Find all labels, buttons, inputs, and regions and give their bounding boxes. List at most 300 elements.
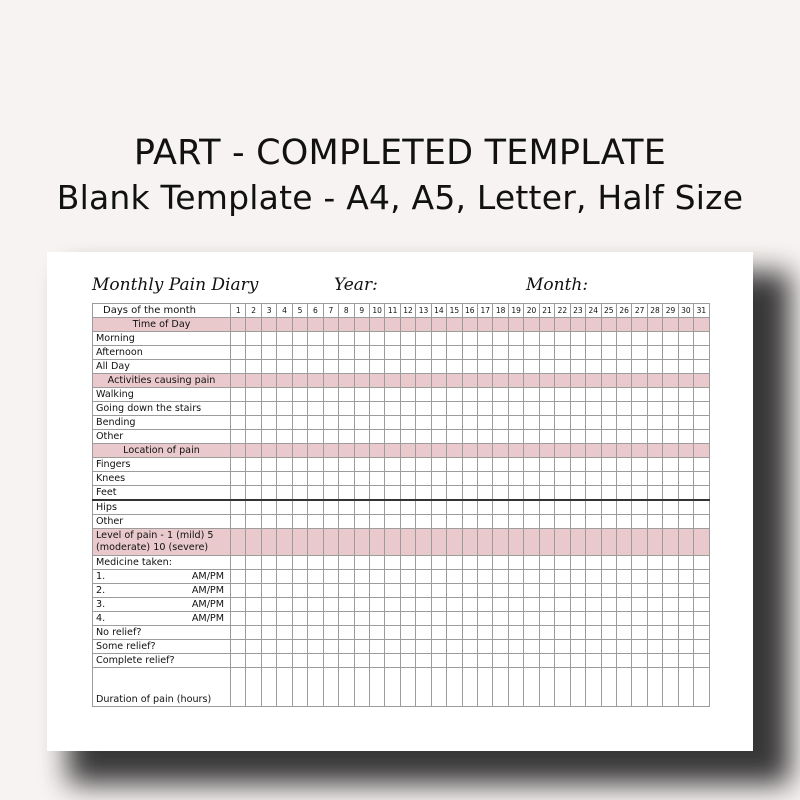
day-cell[interactable]	[246, 430, 261, 444]
day-cell[interactable]	[261, 556, 276, 570]
day-cell[interactable]	[246, 346, 261, 360]
day-cell[interactable]	[539, 640, 554, 654]
day-cell[interactable]	[586, 640, 601, 654]
day-cell[interactable]	[354, 458, 369, 472]
day-cell[interactable]	[601, 388, 616, 402]
day-cell[interactable]	[678, 570, 693, 584]
day-cell[interactable]	[400, 515, 415, 529]
day-cell[interactable]	[261, 486, 276, 501]
day-cell[interactable]	[354, 612, 369, 626]
day-cell[interactable]	[323, 458, 338, 472]
day-cell[interactable]	[323, 346, 338, 360]
day-cell[interactable]	[246, 556, 261, 570]
day-cell[interactable]	[678, 584, 693, 598]
day-cell[interactable]	[601, 486, 616, 501]
day-cell[interactable]	[354, 668, 369, 707]
day-cell[interactable]	[586, 402, 601, 416]
day-cell[interactable]	[354, 402, 369, 416]
day-cell[interactable]	[616, 430, 631, 444]
day-cell[interactable]	[431, 626, 446, 640]
day-cell[interactable]	[493, 444, 508, 458]
day-cell[interactable]	[524, 430, 539, 444]
day-cell[interactable]	[354, 640, 369, 654]
day-cell[interactable]	[447, 668, 462, 707]
day-cell[interactable]	[308, 654, 323, 668]
day-cell[interactable]	[586, 346, 601, 360]
day-cell[interactable]	[308, 598, 323, 612]
day-cell[interactable]	[323, 612, 338, 626]
day-cell[interactable]	[478, 402, 493, 416]
day-cell[interactable]	[694, 346, 709, 360]
day-cell[interactable]	[431, 640, 446, 654]
day-cell[interactable]	[616, 570, 631, 584]
day-cell[interactable]	[431, 416, 446, 430]
day-cell[interactable]	[431, 374, 446, 388]
day-cell[interactable]	[647, 654, 662, 668]
day-cell[interactable]	[601, 598, 616, 612]
day-cell[interactable]	[478, 458, 493, 472]
day-cell[interactable]	[369, 346, 384, 360]
day-cell[interactable]	[478, 556, 493, 570]
day-cell[interactable]	[647, 388, 662, 402]
day-cell[interactable]	[462, 556, 477, 570]
day-cell[interactable]	[369, 360, 384, 374]
day-cell[interactable]	[277, 556, 292, 570]
day-cell[interactable]	[663, 388, 678, 402]
day-cell[interactable]	[478, 529, 493, 556]
day-cell[interactable]	[586, 500, 601, 515]
day-cell[interactable]	[308, 515, 323, 529]
day-cell[interactable]	[400, 388, 415, 402]
day-cell[interactable]	[493, 654, 508, 668]
day-cell[interactable]	[586, 430, 601, 444]
day-cell[interactable]	[308, 346, 323, 360]
day-cell[interactable]	[231, 486, 246, 501]
day-cell[interactable]	[261, 416, 276, 430]
day-cell[interactable]	[478, 360, 493, 374]
day-cell[interactable]	[246, 515, 261, 529]
day-cell[interactable]	[447, 570, 462, 584]
day-cell[interactable]	[678, 318, 693, 332]
day-cell[interactable]	[369, 402, 384, 416]
day-cell[interactable]	[539, 332, 554, 346]
day-cell[interactable]	[524, 626, 539, 640]
day-cell[interactable]	[261, 360, 276, 374]
day-cell[interactable]	[647, 529, 662, 556]
day-cell[interactable]	[647, 598, 662, 612]
day-cell[interactable]	[462, 430, 477, 444]
day-cell[interactable]	[261, 318, 276, 332]
day-cell[interactable]	[524, 472, 539, 486]
day-cell[interactable]	[431, 444, 446, 458]
day-cell[interactable]	[678, 360, 693, 374]
day-cell[interactable]	[447, 584, 462, 598]
day-cell[interactable]	[231, 626, 246, 640]
day-cell[interactable]	[385, 318, 400, 332]
day-cell[interactable]	[261, 515, 276, 529]
day-cell[interactable]	[369, 598, 384, 612]
day-cell[interactable]	[261, 500, 276, 515]
day-cell[interactable]	[231, 444, 246, 458]
day-cell[interactable]	[493, 472, 508, 486]
day-cell[interactable]	[570, 346, 585, 360]
day-cell[interactable]	[447, 444, 462, 458]
day-cell[interactable]	[508, 416, 523, 430]
day-cell[interactable]	[431, 515, 446, 529]
day-cell[interactable]	[447, 374, 462, 388]
day-cell[interactable]	[493, 626, 508, 640]
day-cell[interactable]	[354, 584, 369, 598]
day-cell[interactable]	[416, 584, 431, 598]
day-cell[interactable]	[308, 402, 323, 416]
day-cell[interactable]	[524, 388, 539, 402]
day-cell[interactable]	[323, 668, 338, 707]
day-cell[interactable]	[246, 486, 261, 501]
day-cell[interactable]	[601, 360, 616, 374]
day-cell[interactable]	[524, 500, 539, 515]
day-cell[interactable]	[431, 318, 446, 332]
day-cell[interactable]	[462, 416, 477, 430]
day-cell[interactable]	[663, 444, 678, 458]
day-cell[interactable]	[555, 626, 570, 640]
day-cell[interactable]	[277, 444, 292, 458]
day-cell[interactable]	[539, 515, 554, 529]
day-cell[interactable]	[447, 388, 462, 402]
day-cell[interactable]	[601, 444, 616, 458]
day-cell[interactable]	[493, 515, 508, 529]
day-cell[interactable]	[539, 556, 554, 570]
day-cell[interactable]	[277, 529, 292, 556]
day-cell[interactable]	[431, 430, 446, 444]
day-cell[interactable]	[678, 556, 693, 570]
day-cell[interactable]	[555, 430, 570, 444]
day-cell[interactable]	[601, 640, 616, 654]
day-cell[interactable]	[694, 598, 709, 612]
day-cell[interactable]	[339, 318, 354, 332]
day-cell[interactable]	[323, 472, 338, 486]
day-cell[interactable]	[493, 556, 508, 570]
day-cell[interactable]	[632, 598, 647, 612]
day-cell[interactable]	[323, 416, 338, 430]
day-cell[interactable]	[462, 360, 477, 374]
day-cell[interactable]	[416, 570, 431, 584]
day-cell[interactable]	[308, 500, 323, 515]
day-cell[interactable]	[678, 332, 693, 346]
day-cell[interactable]	[323, 486, 338, 501]
day-cell[interactable]	[369, 430, 384, 444]
day-cell[interactable]	[400, 626, 415, 640]
day-cell[interactable]	[246, 416, 261, 430]
day-cell[interactable]	[369, 668, 384, 707]
day-cell[interactable]	[400, 458, 415, 472]
day-cell[interactable]	[416, 598, 431, 612]
day-cell[interactable]	[431, 388, 446, 402]
day-cell[interactable]	[539, 416, 554, 430]
day-cell[interactable]	[292, 318, 307, 332]
day-cell[interactable]	[555, 472, 570, 486]
day-cell[interactable]	[524, 584, 539, 598]
day-cell[interactable]	[323, 430, 338, 444]
day-cell[interactable]	[632, 515, 647, 529]
day-cell[interactable]	[586, 626, 601, 640]
day-cell[interactable]	[308, 529, 323, 556]
day-cell[interactable]	[663, 515, 678, 529]
day-cell[interactable]	[632, 416, 647, 430]
day-cell[interactable]	[570, 388, 585, 402]
day-cell[interactable]	[462, 318, 477, 332]
day-cell[interactable]	[524, 416, 539, 430]
day-cell[interactable]	[385, 500, 400, 515]
day-cell[interactable]	[339, 388, 354, 402]
day-cell[interactable]	[647, 360, 662, 374]
day-cell[interactable]	[246, 388, 261, 402]
day-cell[interactable]	[632, 654, 647, 668]
day-cell[interactable]	[663, 570, 678, 584]
day-cell[interactable]	[601, 346, 616, 360]
day-cell[interactable]	[308, 388, 323, 402]
day-cell[interactable]	[323, 584, 338, 598]
day-cell[interactable]	[570, 318, 585, 332]
day-cell[interactable]	[663, 402, 678, 416]
day-cell[interactable]	[308, 444, 323, 458]
day-cell[interactable]	[277, 416, 292, 430]
day-cell[interactable]	[508, 374, 523, 388]
day-cell[interactable]	[231, 668, 246, 707]
day-cell[interactable]	[339, 626, 354, 640]
day-cell[interactable]	[462, 654, 477, 668]
day-cell[interactable]	[323, 360, 338, 374]
day-cell[interactable]	[431, 360, 446, 374]
day-cell[interactable]	[555, 584, 570, 598]
day-cell[interactable]	[601, 570, 616, 584]
day-cell[interactable]	[694, 500, 709, 515]
day-cell[interactable]	[400, 556, 415, 570]
day-cell[interactable]	[570, 584, 585, 598]
day-cell[interactable]	[308, 458, 323, 472]
day-cell[interactable]	[369, 472, 384, 486]
day-cell[interactable]	[308, 570, 323, 584]
day-cell[interactable]	[508, 360, 523, 374]
day-cell[interactable]	[555, 444, 570, 458]
day-cell[interactable]	[369, 486, 384, 501]
day-cell[interactable]	[570, 626, 585, 640]
day-cell[interactable]	[539, 584, 554, 598]
day-cell[interactable]	[400, 612, 415, 626]
day-cell[interactable]	[277, 584, 292, 598]
day-cell[interactable]	[555, 332, 570, 346]
day-cell[interactable]	[647, 570, 662, 584]
day-cell[interactable]	[431, 402, 446, 416]
day-cell[interactable]	[493, 374, 508, 388]
day-cell[interactable]	[663, 458, 678, 472]
day-cell[interactable]	[632, 318, 647, 332]
day-cell[interactable]	[261, 598, 276, 612]
day-cell[interactable]	[663, 374, 678, 388]
day-cell[interactable]	[416, 416, 431, 430]
day-cell[interactable]	[462, 668, 477, 707]
day-cell[interactable]	[261, 570, 276, 584]
day-cell[interactable]	[539, 612, 554, 626]
day-cell[interactable]	[678, 598, 693, 612]
day-cell[interactable]	[478, 598, 493, 612]
day-cell[interactable]	[586, 654, 601, 668]
day-cell[interactable]	[647, 346, 662, 360]
day-cell[interactable]	[694, 626, 709, 640]
day-cell[interactable]	[555, 388, 570, 402]
day-cell[interactable]	[292, 332, 307, 346]
day-cell[interactable]	[369, 500, 384, 515]
day-cell[interactable]	[354, 318, 369, 332]
day-cell[interactable]	[261, 640, 276, 654]
day-cell[interactable]	[601, 529, 616, 556]
day-cell[interactable]	[354, 346, 369, 360]
day-cell[interactable]	[231, 472, 246, 486]
day-cell[interactable]	[261, 668, 276, 707]
day-cell[interactable]	[323, 640, 338, 654]
day-cell[interactable]	[647, 515, 662, 529]
day-cell[interactable]	[369, 458, 384, 472]
day-cell[interactable]	[369, 654, 384, 668]
day-cell[interactable]	[447, 402, 462, 416]
day-cell[interactable]	[663, 416, 678, 430]
day-cell[interactable]	[339, 654, 354, 668]
day-cell[interactable]	[462, 444, 477, 458]
day-cell[interactable]	[354, 332, 369, 346]
day-cell[interactable]	[632, 529, 647, 556]
day-cell[interactable]	[493, 529, 508, 556]
day-cell[interactable]	[616, 500, 631, 515]
day-cell[interactable]	[400, 529, 415, 556]
day-cell[interactable]	[493, 332, 508, 346]
day-cell[interactable]	[570, 529, 585, 556]
day-cell[interactable]	[601, 332, 616, 346]
day-cell[interactable]	[400, 374, 415, 388]
day-cell[interactable]	[261, 332, 276, 346]
day-cell[interactable]	[416, 430, 431, 444]
day-cell[interactable]	[678, 402, 693, 416]
day-cell[interactable]	[308, 430, 323, 444]
day-cell[interactable]	[416, 654, 431, 668]
day-cell[interactable]	[478, 500, 493, 515]
day-cell[interactable]	[508, 654, 523, 668]
day-cell[interactable]	[586, 570, 601, 584]
day-cell[interactable]	[678, 416, 693, 430]
day-cell[interactable]	[369, 388, 384, 402]
day-cell[interactable]	[539, 500, 554, 515]
day-cell[interactable]	[385, 515, 400, 529]
day-cell[interactable]	[354, 500, 369, 515]
day-cell[interactable]	[539, 529, 554, 556]
day-cell[interactable]	[323, 500, 338, 515]
day-cell[interactable]	[323, 515, 338, 529]
day-cell[interactable]	[292, 402, 307, 416]
day-cell[interactable]	[493, 402, 508, 416]
day-cell[interactable]	[524, 654, 539, 668]
day-cell[interactable]	[277, 360, 292, 374]
day-cell[interactable]	[246, 654, 261, 668]
day-cell[interactable]	[539, 430, 554, 444]
day-cell[interactable]	[462, 346, 477, 360]
day-cell[interactable]	[292, 598, 307, 612]
day-cell[interactable]	[508, 584, 523, 598]
day-cell[interactable]	[369, 416, 384, 430]
day-cell[interactable]	[447, 318, 462, 332]
day-cell[interactable]	[694, 402, 709, 416]
day-cell[interactable]	[385, 598, 400, 612]
day-cell[interactable]	[508, 500, 523, 515]
day-cell[interactable]	[323, 318, 338, 332]
day-cell[interactable]	[493, 458, 508, 472]
day-cell[interactable]	[323, 626, 338, 640]
day-cell[interactable]	[616, 346, 631, 360]
day-cell[interactable]	[570, 416, 585, 430]
day-cell[interactable]	[678, 430, 693, 444]
day-cell[interactable]	[632, 668, 647, 707]
day-cell[interactable]	[231, 529, 246, 556]
day-cell[interactable]	[663, 332, 678, 346]
day-cell[interactable]	[570, 556, 585, 570]
day-cell[interactable]	[339, 598, 354, 612]
day-cell[interactable]	[231, 416, 246, 430]
day-cell[interactable]	[354, 444, 369, 458]
day-cell[interactable]	[416, 500, 431, 515]
day-cell[interactable]	[292, 529, 307, 556]
day-cell[interactable]	[323, 654, 338, 668]
day-cell[interactable]	[616, 598, 631, 612]
day-cell[interactable]	[586, 486, 601, 501]
day-cell[interactable]	[678, 626, 693, 640]
day-cell[interactable]	[292, 640, 307, 654]
day-cell[interactable]	[678, 472, 693, 486]
day-cell[interactable]	[694, 584, 709, 598]
day-cell[interactable]	[694, 556, 709, 570]
day-cell[interactable]	[539, 458, 554, 472]
day-cell[interactable]	[277, 654, 292, 668]
day-cell[interactable]	[447, 515, 462, 529]
day-cell[interactable]	[447, 598, 462, 612]
day-cell[interactable]	[493, 668, 508, 707]
day-cell[interactable]	[308, 360, 323, 374]
day-cell[interactable]	[586, 416, 601, 430]
day-cell[interactable]	[647, 556, 662, 570]
day-cell[interactable]	[447, 640, 462, 654]
day-cell[interactable]	[524, 640, 539, 654]
day-cell[interactable]	[261, 430, 276, 444]
day-cell[interactable]	[524, 346, 539, 360]
day-cell[interactable]	[601, 500, 616, 515]
day-cell[interactable]	[570, 654, 585, 668]
day-cell[interactable]	[354, 556, 369, 570]
day-cell[interactable]	[601, 654, 616, 668]
day-cell[interactable]	[632, 640, 647, 654]
day-cell[interactable]	[462, 640, 477, 654]
day-cell[interactable]	[616, 318, 631, 332]
day-cell[interactable]	[678, 612, 693, 626]
day-cell[interactable]	[385, 374, 400, 388]
day-cell[interactable]	[570, 486, 585, 501]
day-cell[interactable]	[508, 668, 523, 707]
day-cell[interactable]	[570, 458, 585, 472]
day-cell[interactable]	[246, 472, 261, 486]
day-cell[interactable]	[493, 500, 508, 515]
day-cell[interactable]	[231, 318, 246, 332]
day-cell[interactable]	[586, 332, 601, 346]
day-cell[interactable]	[308, 584, 323, 598]
day-cell[interactable]	[493, 388, 508, 402]
day-cell[interactable]	[694, 430, 709, 444]
day-cell[interactable]	[678, 458, 693, 472]
day-cell[interactable]	[601, 430, 616, 444]
